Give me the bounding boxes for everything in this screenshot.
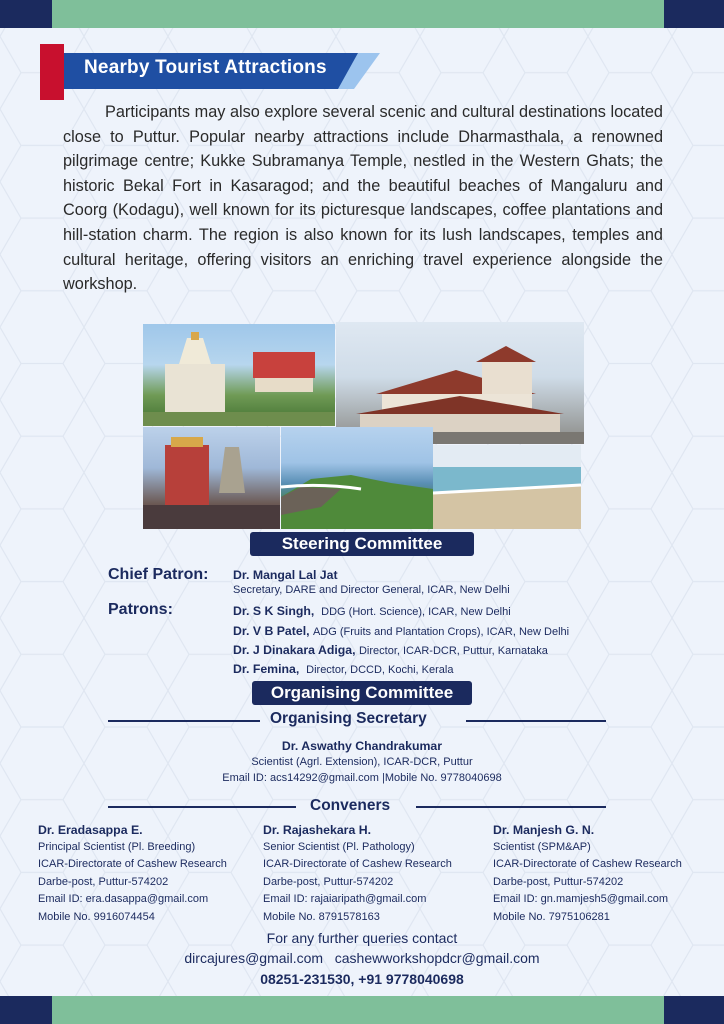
rule-right-secretary bbox=[466, 720, 606, 722]
patrons-label: Patrons: bbox=[108, 601, 173, 618]
top-color-bar bbox=[0, 0, 724, 28]
contact-intro: For any further queries contact bbox=[266, 930, 458, 946]
chief-patron-role: Secretary, DARE and Director General, ICAR, New Delhi bbox=[233, 584, 510, 596]
contact-phones: 08251-231530, +91 9778040698 bbox=[260, 971, 464, 987]
rule-right-conveners bbox=[416, 806, 606, 808]
temple-photo bbox=[143, 324, 335, 426]
convener-org: ICAR-Directorate of Cashew Research bbox=[493, 858, 682, 871]
convener-address: Darbe-post, Puttur-574202 bbox=[493, 875, 624, 888]
secretary-name: Dr. Aswathy Chandrakumar bbox=[281, 739, 443, 753]
convener-name: Dr. Manjesh G. N. bbox=[493, 823, 595, 837]
section-title: Nearby Tourist Attractions bbox=[84, 57, 327, 78]
convener-2 bbox=[263, 821, 483, 926]
patron-3: Dr. J Dinakara Adiga, Director, ICAR-DCR, Puttur, Karnataka bbox=[233, 643, 548, 657]
convener-email: Email ID: era.dasappa@gmail.com bbox=[38, 893, 209, 906]
conveners-heading: Conveners bbox=[310, 797, 391, 814]
convener-3 bbox=[493, 821, 713, 926]
convener-1 bbox=[38, 821, 258, 926]
beach-photo bbox=[433, 445, 581, 529]
convener-name: Dr. Eradasappa E. bbox=[38, 823, 143, 837]
bekal-fort-coast-photo bbox=[281, 427, 433, 529]
convener-mobile: Mobile No. 8791578163 bbox=[263, 910, 380, 923]
organising-committee-heading: Organising Committee bbox=[252, 681, 472, 705]
attractions-paragraph: Participants may also explore several scenic and cultural destinations located close to Puttur. Popular nearby attractions include Dharmasthala, a renowned pilgrimage centre; Kukke Subramanya Temple, nestled in the Western Ghats; the historic Bekal Fort in Kasaragod; and the beautiful beaches of Mangaluru and Coorg (Kodagu), well known for its picturesque landscapes, coffee plantations and hill-station charm. The region is also known for its lush landscapes, temples and cultural heritage, offering visitors an enriching travel experience alongside the workshop. bbox=[63, 103, 663, 294]
convener-org: ICAR-Directorate of Cashew Research bbox=[38, 858, 227, 871]
organising-secretary-heading: Organising Secretary bbox=[270, 710, 427, 727]
convener-org: ICAR-Directorate of Cashew Research bbox=[263, 858, 452, 871]
festival-chariot-photo bbox=[143, 427, 280, 529]
secretary-contact: Email ID: acs14292@gmail.com |Mobile No. 9778040698 bbox=[222, 772, 502, 784]
contact-emails: dircajures@gmail.com cashewworkshopdcr@gmail.com bbox=[184, 950, 540, 966]
patron-2: Dr. V B Patel, ADG (Fruits and Plantation Crops), ICAR, New Delhi bbox=[233, 624, 570, 638]
rule-left-secretary bbox=[108, 720, 260, 722]
convener-role: Principal Scientist (Pl. Breeding) bbox=[38, 841, 196, 853]
convener-address: Darbe-post, Puttur-574202 bbox=[263, 875, 394, 888]
convener-role: Scientist (SPM&AP) bbox=[493, 841, 591, 853]
patron-4: Dr. Femina, Director, DCCD, Kochi, Kerala bbox=[233, 662, 454, 676]
chief-patron-name: Dr. Mangal Lal Jat bbox=[233, 568, 338, 582]
secretary-role: Scientist (Agrl. Extension), ICAR-DCR, Puttur bbox=[251, 756, 473, 768]
convener-email: Email ID: gn.mamjesh5@gmail.com bbox=[493, 893, 668, 906]
convener-role: Senior Scientist (Pl. Pathology) bbox=[263, 841, 415, 853]
convener-email: Email ID: rajaiaripath@gmail.com bbox=[263, 893, 427, 906]
dharmasthala-temple-photo bbox=[336, 322, 584, 444]
bottom-color-bar bbox=[0, 996, 724, 1024]
steering-committee-heading: Steering Committee bbox=[250, 532, 474, 556]
convener-mobile: Mobile No. 9916074454 bbox=[38, 910, 155, 923]
convener-name: Dr. Rajashekara H. bbox=[263, 823, 371, 837]
patron-1: Dr. S K Singh, DDG (Hort. Science), ICAR, New Delhi bbox=[233, 604, 511, 618]
convener-mobile: Mobile No. 7975106281 bbox=[493, 910, 610, 923]
convener-address: Darbe-post, Puttur-574202 bbox=[38, 875, 169, 888]
rule-left-conveners bbox=[108, 806, 296, 808]
chief-patron-label: Chief Patron: bbox=[108, 566, 209, 583]
